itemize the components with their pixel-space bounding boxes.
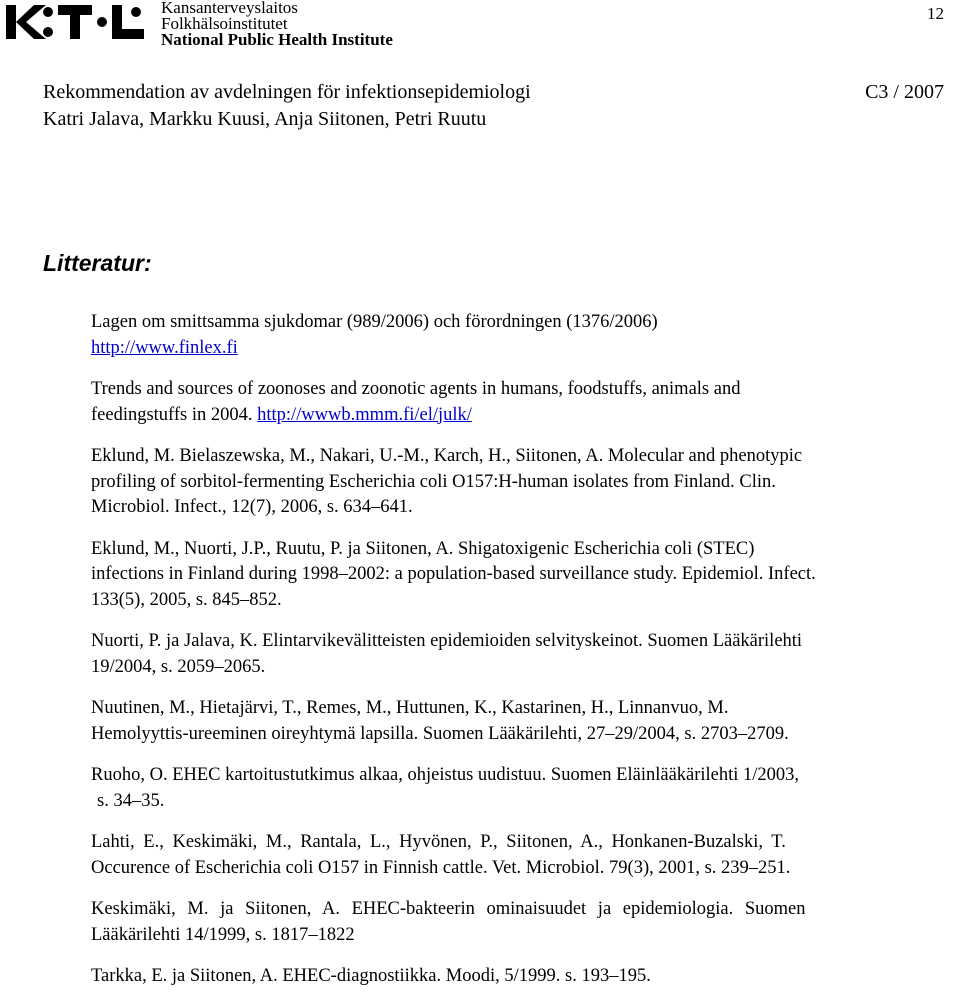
reference-line: 133(5), 2005, s. 845–852. [91, 589, 282, 610]
reference-line: Nuorti, P. ja Jalava, K. Elintarvikevälitteisten epidemioiden selvityskeinot. Suomen Lääkärilehti [91, 631, 803, 651]
reference-item [91, 830, 953, 881]
reference-item [91, 444, 953, 521]
reference-item [91, 629, 953, 680]
ktl-logo [4, 2, 154, 42]
reference-list [91, 310, 953, 1006]
org-name-en: National Public Health Institute [161, 30, 393, 49]
reference-line: Tarkka, E. ja Siitonen, A. EHEC-diagnostiikka. Moodi, 5/1999. s. 193–195. [91, 966, 651, 986]
reference-line: feedingstuffs in 2004. [91, 404, 258, 425]
authors: Katri Jalava, Markku Kuusi, Anja Siitonen, Petri Ruutu [43, 108, 487, 130]
reference-line: Nuutinen, M., Hietajärvi, T., Remes, M., Huttunen, K., Kastarinen, H., Linnanvuo, M. [91, 698, 729, 718]
reference-item [91, 897, 953, 948]
reference-line: Lahti, E., Keskimäki, M., Rantala, L., Hyvönen, P., Siitonen, A., Honkanen-Buzalski, T. [91, 832, 786, 852]
document-title: Rekommendation av avdelningen för infektionsepidemiologi [43, 81, 531, 103]
reference-item [91, 696, 953, 747]
reference-line: profiling of sorbitol-fermenting Escherichia coli O157:H-human isolates from Finland. Clin. [91, 471, 776, 492]
reference-line: Trends and sources of zoonoses and zoonotic agents in humans, foodstuffs, animals and [91, 379, 741, 399]
reference-line: Keskimäki, M. ja Siitonen, A. EHEC-bakteerin ominaisuudet ja epidemiologia. Suomen [91, 899, 806, 919]
reference-link[interactable]: http://wwwb.mmm.fi/el/julk/ [257, 404, 472, 425]
reference-line: 19/2004, s. 2059–2065. [91, 656, 266, 677]
reference-line: Eklund, M., Nuorti, J.P., Ruutu, P. ja Siitonen, A. Shigatoxigenic Escherichia coli (STEC) [91, 538, 755, 559]
reference-item [91, 763, 953, 814]
reference-item [91, 377, 953, 428]
reference-line: Lääkärilehti 14/1999, s. 1817–1822 [91, 924, 355, 945]
ktl-logo-mark [4, 2, 154, 42]
reference-line: Hemolyyttis-ureeminen oireyhtymä lapsilla. Suomen Lääkärilehti, 27–29/2004, s. 2703–2709. [91, 723, 789, 744]
document-code: C3 / 2007 [865, 81, 944, 103]
org-name-fi: Kansanterveyslaitos [161, 0, 298, 17]
reference-item [91, 964, 953, 990]
reference-item [91, 537, 953, 614]
reference-link[interactable]: http://www.finlex.fi [91, 337, 238, 358]
reference-line: infections in Finland during 1998–2002: a population-based surveillance study. Epidemiol. Infect. [91, 564, 816, 584]
page-number: 12 [927, 4, 944, 23]
reference-line: Lagen om smittsamma sjukdomar (989/2006) och förordningen (1376/2006) [91, 312, 658, 332]
reference-line: Microbiol. Infect., 12(7), 2006, s. 634–641. [91, 497, 413, 517]
reference-line: s. 34–35. [97, 790, 165, 811]
org-name-sv: Folkhälsoinstitutet [161, 14, 288, 33]
section-heading: Litteratur: [43, 250, 152, 276]
reference-item [91, 310, 953, 361]
document-title-row [43, 80, 944, 104]
reference-line: Ruoho, O. EHEC kartoitustutkimus alkaa, ohjeistus uudistuu. Suomen Eläinlääkärilehti 1/2003, [91, 765, 800, 785]
reference-line: Eklund, M. Bielaszewska, M., Nakari, U.-M., Karch, H., Siitonen, A. Molecular and phenotypic [91, 446, 803, 466]
organisation-name [161, 0, 393, 48]
reference-line: Occurence of Escherichia coli O157 in Finnish cattle. Vet. Microbiol. 79(3), 2001, s. 239–251. [91, 857, 791, 878]
